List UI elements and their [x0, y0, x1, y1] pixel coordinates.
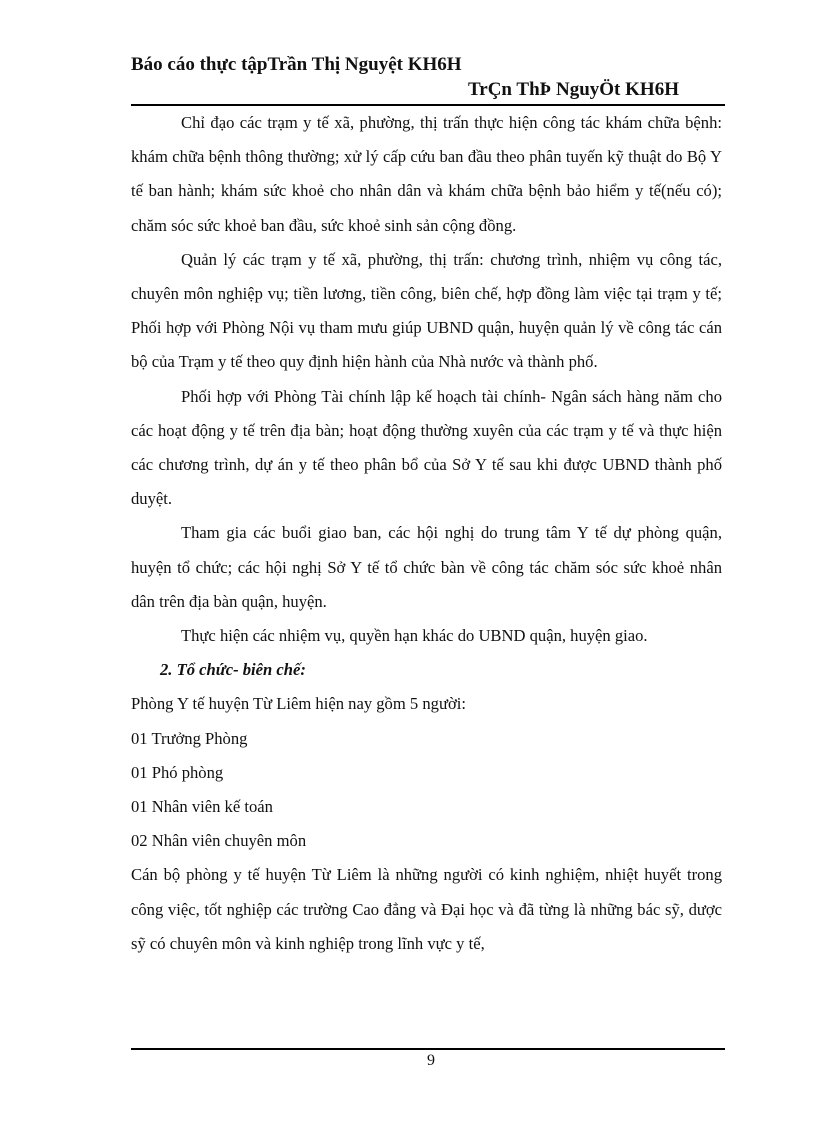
paragraph: Phối hợp với Phòng Tài chính lập kế hoạch tài chính- Ngân sách hàng năm cho các hoạt động y tế trên địa bàn; hoạt động thường xuyên của các trạm y tế và thực hiện các chương trình, dự án y tế theo phân bổ của Sở Y tế sau khi được UBND thành phố duyệt. — [131, 386, 722, 509]
paragraph: Cán bộ phòng y tế huyện Từ Liêm là những người có kinh nghiệm, nhiệt huyết trong công việc, tốt nghiệp các trường Cao đẳng và Đại học và đã từng là những bác sỹ, dược sỹ có chuyên môn và kinh nghiệp trong lĩnh vực y tế, — [131, 865, 722, 953]
list-item: 01 Nhân viên kế toán — [131, 797, 273, 817]
page-number: 9 — [427, 1052, 435, 1069]
header-title-line2: TrÇn ThÞ NguyÖt KH6H — [468, 79, 679, 100]
footer-rule — [131, 1048, 725, 1050]
list-item: 02 Nhân viên chuyên môn — [131, 831, 307, 851]
paragraph: Tham gia các buổi giao ban, các hội nghị do trung tâm Y tế dự phòng quận, huyện tổ chức; các hội nghị Sở Y tế tổ chức bàn về công tác chăm sóc sức khoẻ nhân dân trên địa bàn quận, huyện. — [131, 523, 722, 611]
paragraph: Phòng Y tế huyện Từ Liêm hiện nay gồm 5 người: — [131, 694, 466, 714]
document-body — [131, 106, 722, 961]
list-item: 01 Trưởng Phòng — [131, 728, 248, 748]
paragraph: Thực hiện các nhiệm vụ, quyền hạn khác do UBND quận, huyện giao. — [181, 626, 648, 646]
header-title-line1: Báo cáo thực tậpTrần Thị Nguyệt KH6H — [131, 54, 462, 75]
list-item: 01 Phó phòng — [131, 762, 224, 782]
paragraph: Chỉ đạo các trạm y tế xã, phường, thị trấn thực hiện công tác khám chữa bệnh: khám chữa bệnh thông thường; xử lý cấp cứu ban đầu theo phân tuyến kỹ thuật do Bộ Y tế ban hành; khám sức khoẻ cho nhân dân và khám chữa bệnh bảo hiểm y tế(nếu có); chăm sóc sức khoẻ ban đầu, sức khoẻ sinh sản cộng đồng. — [131, 113, 722, 235]
paragraph: Quản lý các trạm y tế xã, phường, thị trấn: chương trình, nhiệm vụ công tác, chuyên môn nghiệp vụ; tiền lương, tiền công, biên chế, hợp đồng làm việc tại trạm y tế; Phối hợp với Phòng Nội vụ tham mưu giúp UBND quận, huyện quản lý về công tác cán bộ của Trạm y tế theo quy định hiện hành của Nhà nước và thành phố. — [131, 249, 722, 372]
section-heading: 2. Tổ chức- biên chế: — [160, 660, 306, 680]
